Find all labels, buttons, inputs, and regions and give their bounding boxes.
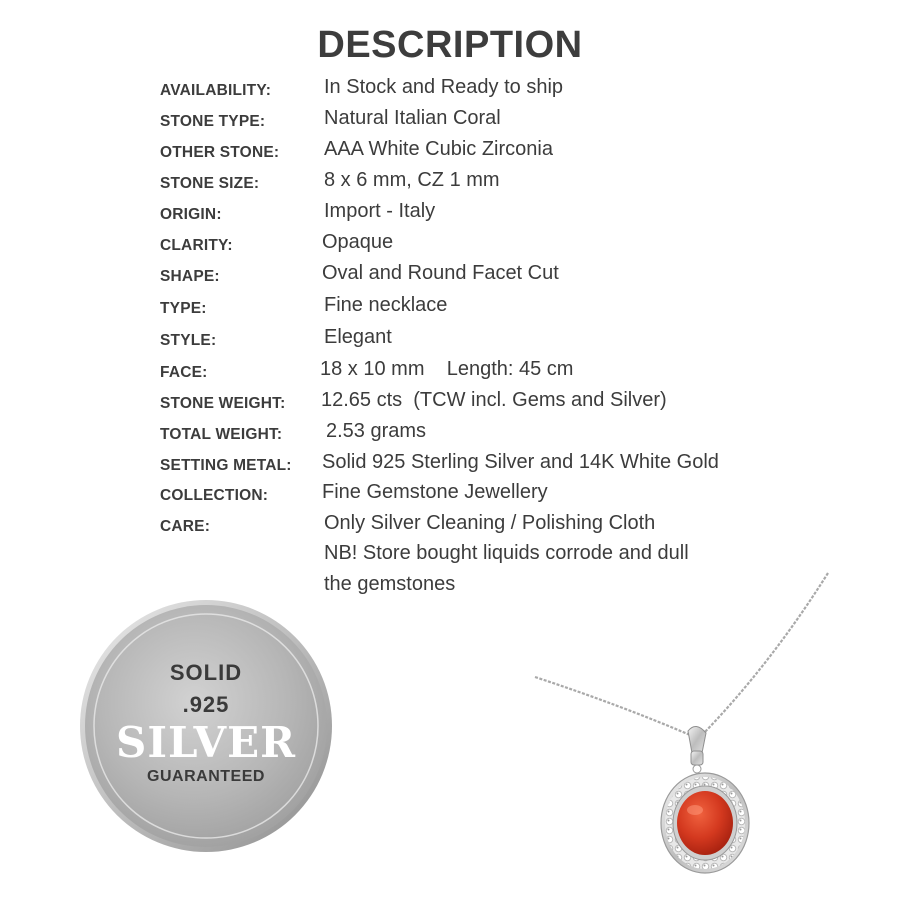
spec-label: SETTING METAL:: [160, 457, 292, 474]
seal-line-solid: SOLID: [169, 660, 243, 685]
spec-label: STONE TYPE:: [160, 113, 266, 130]
spec-value: In Stock and Ready to ship: [324, 76, 564, 98]
spec-label: STYLE:: [160, 332, 217, 349]
spec-value: 8 x 6 mm, CZ 1 mm: [324, 169, 500, 191]
spec-label: OTHER STONE:: [160, 144, 280, 161]
spec-value: 2.53 grams: [326, 420, 427, 442]
spec-label: COLLECTION:: [160, 487, 269, 504]
spec-label: TOTAL WEIGHT:: [160, 426, 283, 443]
spec-value: Opaque: [322, 231, 394, 253]
spec-value: Fine necklace: [324, 294, 448, 316]
spec-label: CLARITY:: [160, 237, 233, 254]
seal-line-guaranteed: GUARANTEED: [147, 768, 265, 785]
spec-label: FACE:: [160, 364, 208, 381]
spec-value: Elegant: [324, 326, 392, 348]
spec-label: ORIGIN:: [160, 206, 222, 223]
spec-value: Fine Gemstone Jewellery: [322, 481, 548, 503]
care-note-line: NB! Store bought liquids corrode and dull: [324, 542, 689, 564]
spec-value: Oval and Round Facet Cut: [322, 262, 559, 284]
coral-pendant-necklace-image: [530, 565, 840, 885]
spec-label: CARE:: [160, 518, 211, 535]
page-title: DESCRIPTION: [317, 24, 583, 66]
care-note-line: the gemstones: [324, 573, 456, 595]
spec-value: Solid 925 Sterling Silver and 14K White Gold: [322, 451, 719, 473]
seal-line-silver: SILVER: [115, 718, 297, 767]
spec-label: AVAILABILITY:: [160, 82, 272, 99]
spec-value: Import - Italy: [324, 200, 436, 222]
spec-value: 18 x 10 mm Length: 45 cm: [320, 358, 574, 380]
spec-value: Only Silver Cleaning / Polishing Cloth: [324, 512, 656, 534]
spec-label: STONE WEIGHT:: [160, 395, 286, 412]
spec-label: TYPE:: [160, 300, 207, 317]
spec-value: Natural Italian Coral: [324, 107, 501, 129]
seal-line-925: .925: [182, 692, 230, 717]
seal-text: [78, 598, 334, 854]
spec-value: 12.65 cts (TCW incl. Gems and Silver): [321, 389, 667, 411]
spec-value: AAA White Cubic Zirconia: [324, 138, 553, 160]
spec-label: SHAPE:: [160, 268, 220, 285]
spec-label: STONE SIZE:: [160, 175, 260, 192]
